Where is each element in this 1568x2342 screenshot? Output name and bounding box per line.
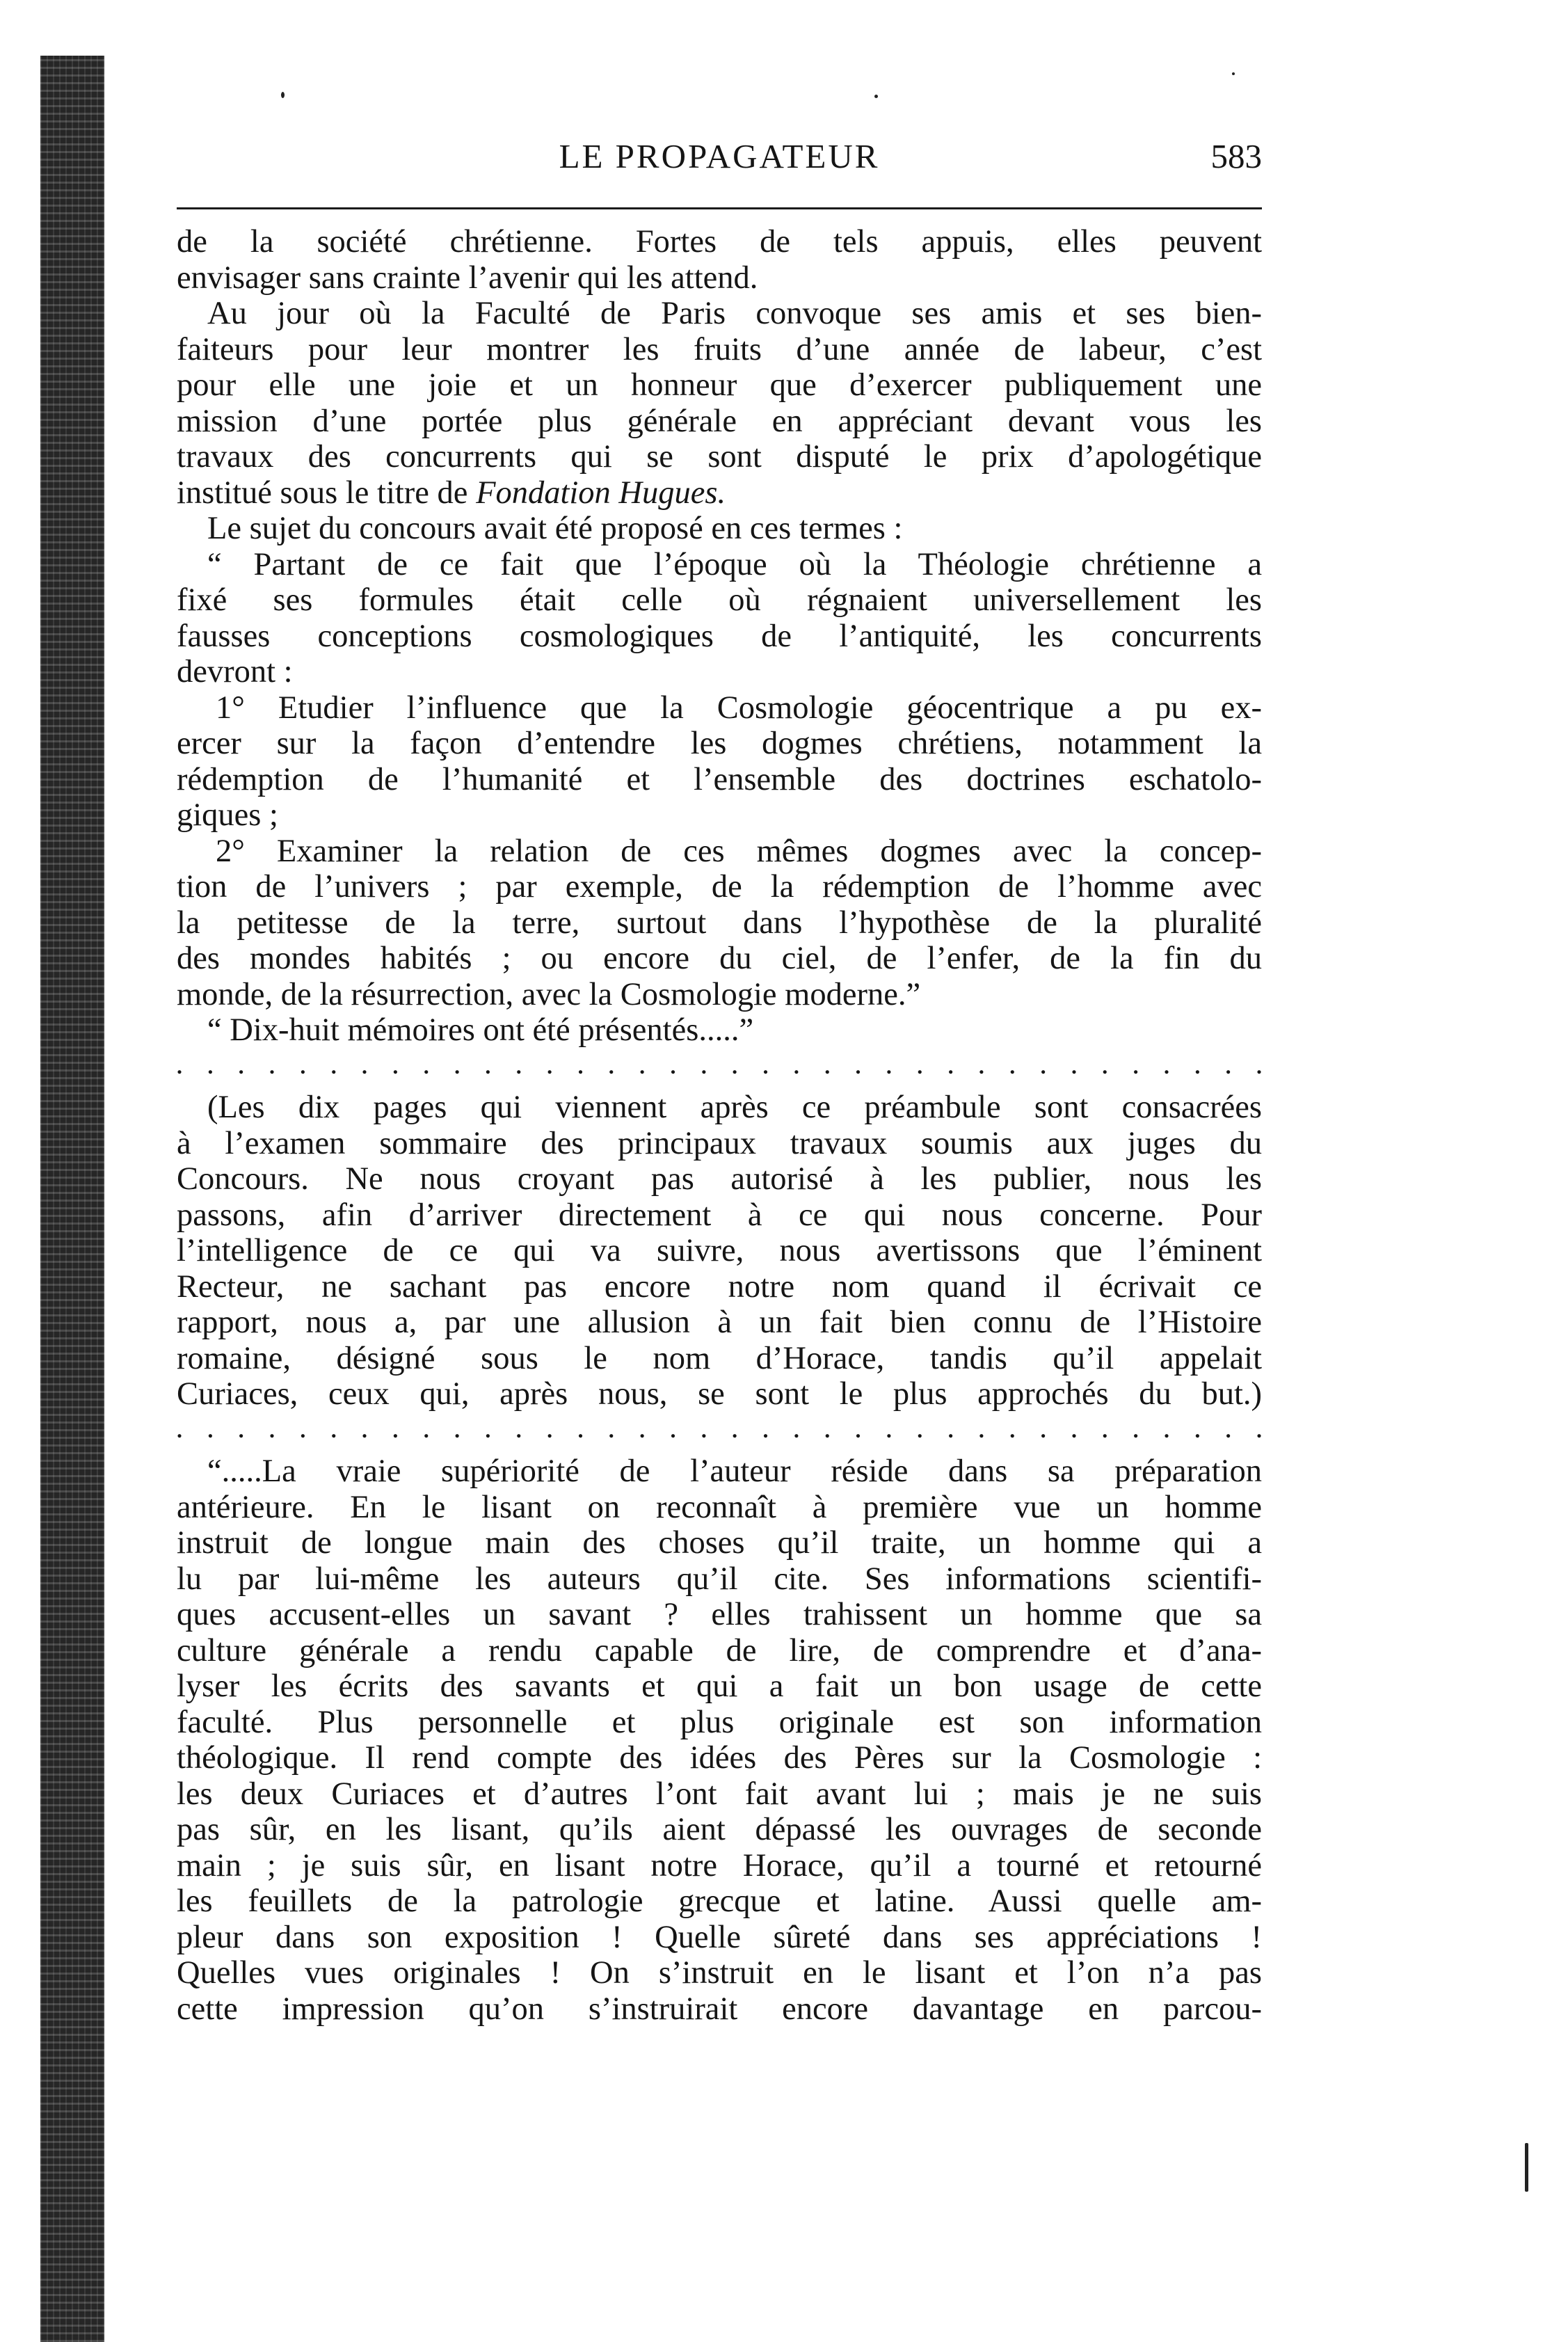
text-line: monde, de la résurrection, avec la Cosmologie moderne.” <box>177 976 921 1012</box>
ellipsis-row: . . . . . . . . . . . . . . . . . . . . . . . . . . . . . . . . . . . . <box>177 1417 1262 1442</box>
page-header <box>177 132 1262 195</box>
text-line: cette impression qu’on s’instruirait encore davantage en parcou- <box>177 1991 1262 2027</box>
text-line: “ Partant de ce fait que l’époque où la Théologie chrétienne a <box>207 546 1262 582</box>
page-number: 583 <box>1210 137 1262 175</box>
text-line: envisager sans crainte l’avenir qui les attend. <box>177 260 758 296</box>
text-line: passons, afin d’arriver directement à ce qui nous concerne. Pour <box>177 1197 1262 1233</box>
paragraph-citation <box>177 547 1262 690</box>
text-line: les feuillets de la patrologie grecque et latine. Aussi quelle am- <box>177 1883 1262 1919</box>
text-line: de la société chrétienne. Fortes de tels appuis, elles peuvent <box>177 224 1262 260</box>
text-line: instruit de longue main des choses qu’il traite, un homme qui a <box>177 1525 1262 1561</box>
print-speck <box>281 92 285 98</box>
text-line: pour elle une joie et un honneur que d’exercer publiquement une <box>177 367 1262 403</box>
header-rule <box>177 207 1262 209</box>
text-line: faiteurs pour leur montrer les fruits d’une année de labeur, c’est <box>177 331 1262 367</box>
print-speck <box>1232 72 1235 75</box>
text-line: (Les dix pages qui viennent après ce préambule sont consacrées <box>207 1090 1262 1125</box>
book-spine-shadow <box>40 56 104 2342</box>
text-line: à l’examen sommaire des principaux travaux soumis aux juges du <box>177 1125 1262 1161</box>
text-line: pleur dans son exposition ! Quelle sûreté dans ses appréciations ! <box>177 1919 1262 1955</box>
text-line: ques accusent-elles un savant ? elles trahissent un homme que sa <box>177 1597 1262 1632</box>
text-run: institué sous le titre de <box>177 475 477 511</box>
text-line: “.....La vraie supériorité de l’auteur réside dans sa préparation <box>207 1453 1262 1489</box>
text-line: Au jour où la Faculté de Paris convoque ses amis et ses bien- <box>207 296 1262 331</box>
paragraph-sujet <box>177 511 1262 547</box>
text-line: pas sûr, en les lisant, qu’ils aient dépassé les ouvrages de seconde <box>177 1812 1262 1847</box>
text-line: giques ; <box>177 797 278 833</box>
text-line: théologique. Il rend compte des idées des Pères sur la Cosmologie : <box>177 1740 1262 1776</box>
list-item-1 <box>177 690 1262 834</box>
paragraph-fragment <box>177 224 1262 296</box>
text-line <box>177 475 1262 511</box>
text-line: Curiaces, ceux qui, après nous, se sont le plus approchés du but.) <box>177 1376 1262 1412</box>
text-line: les deux Curiaces et d’autres l’ont fait avant lui ; mais je ne suis <box>177 1776 1262 1812</box>
text-line: romaine, désigné sous le nom d’Horace, tandis qu’il appelait <box>177 1340 1262 1376</box>
text-line: “ Dix-huit mémoires ont été présentés.....” <box>207 1012 754 1048</box>
text-line: devront : <box>177 654 293 690</box>
text-line: lyser les écrits des savants et qui a fait un bon usage de cette <box>177 1668 1262 1704</box>
text-line: Le sujet du concours avait été proposé en ces termes : <box>207 511 903 546</box>
paragraph-faculte <box>177 296 1262 511</box>
text-line: rapport, nous a, par une allusion à un fait bien connu de l’Histoire <box>177 1305 1262 1340</box>
paragraph-note <box>177 1090 1262 1412</box>
text-line: rédemption de l’humanité et l’ensemble des doctrines eschatolo- <box>177 761 1262 797</box>
text-line: travaux des concurrents qui se sont disputé le prix d’apologétique <box>177 439 1262 475</box>
text-line: antérieure. En le lisant on reconnaît à première vue un homme <box>177 1489 1262 1525</box>
paragraph-rapport <box>177 1453 1262 2027</box>
text-line: ercer sur la façon d’entendre les dogmes chrétiens, notamment la <box>177 726 1262 761</box>
print-speck <box>874 95 878 98</box>
text-line: mission d’une portée plus générale en appréciant devant vous les <box>177 403 1262 439</box>
text-line: des mondes habités ; ou encore du ciel, de l’enfer, de la fin du <box>177 941 1262 976</box>
text-line: l’intelligence de ce qui va suivre, nous avertissons que l’éminent <box>177 1233 1262 1268</box>
text-line: 1° Etudier l’influence que la Cosmologie géocentrique a pu ex- <box>216 690 1262 726</box>
text-line: Concours. Ne nous croyant pas autorisé à les publier, nous les <box>177 1161 1262 1197</box>
text-line: Quelles vues originales ! On s’instruit en le lisant et l’on n’a pas <box>177 1955 1262 1991</box>
print-speck <box>1525 2143 1528 2192</box>
body-text <box>177 224 1262 2027</box>
text-line: main ; je suis sûr, en lisant notre Horace, qu’il a tourné et retourné <box>177 1847 1262 1883</box>
text-line: tion de l’univers ; par exemple, de la rédemption de l’homme avec <box>177 869 1262 905</box>
italic-title: Fondation Hugues. <box>476 475 726 511</box>
text-line: fausses conceptions cosmologiques de l’antiquité, les concurrents <box>177 618 1262 654</box>
list-item-2 <box>177 834 1262 1013</box>
text-line: lu par lui-même les auteurs qu’il cite. Ses informations scientifi- <box>177 1561 1262 1597</box>
running-title: LE PROPAGATEUR <box>559 137 880 175</box>
text-line: faculté. Plus personnelle et plus originale est son information <box>177 1704 1262 1740</box>
text-line: la petitesse de la terre, surtout dans l’hypothèse de la pluralité <box>177 905 1262 941</box>
text-line: fixé ses formules était celle où régnaient universellement les <box>177 582 1262 618</box>
text-line: culture générale a rendu capable de lire, de comprendre et d’ana- <box>177 1632 1262 1668</box>
ellipsis-row: . . . . . . . . . . . . . . . . . . . . . . . . . . . . . . . . . . . . <box>177 1053 1262 1078</box>
text-line: 2° Examiner la relation de ces mêmes dogmes avec la concep- <box>216 833 1262 869</box>
text-line: Recteur, ne sachant pas encore notre nom quand il écrivait ce <box>177 1268 1262 1305</box>
paragraph-memoires <box>177 1012 1262 1049</box>
